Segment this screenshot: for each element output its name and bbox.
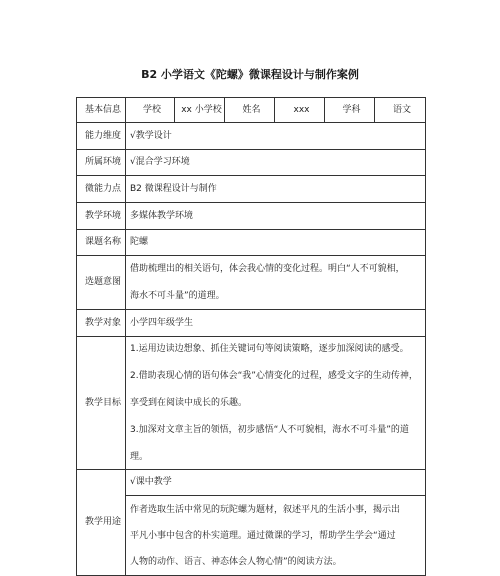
ability-dimension-label: 能力维度: [77, 123, 126, 150]
usage-check: √课中教学: [126, 470, 426, 496]
teaching-env-label: 教学环境: [77, 203, 126, 230]
usage-detail: [126, 496, 426, 576]
usage-check-row: [77, 470, 426, 496]
lesson-name-row: [77, 230, 426, 256]
case-form-table: [76, 97, 426, 576]
goals-row: [77, 337, 426, 470]
audience-row: [77, 310, 426, 337]
school-label: 学校: [126, 98, 175, 123]
goals-label: 教学目标: [77, 337, 126, 470]
audience-value: 小学四年级学生: [126, 310, 426, 337]
ability-dimension-value: √教学设计: [126, 123, 426, 150]
goal-2-line: 2.借助表现心情的语句体会“我”心情变化的过程，感受文字的生动传神，: [130, 370, 418, 381]
subject-label: 学科: [325, 98, 375, 123]
environment-value: √混合学习环境: [126, 150, 426, 176]
basic-info-row: [77, 98, 426, 123]
ability-dimension-row: [77, 123, 426, 150]
intent-row: [77, 256, 426, 310]
micro-ability-row: [77, 176, 426, 203]
usage-line: 平凡小事中包含的朴实道理。通过微课的学习，帮助学生学会“通过: [130, 531, 396, 541]
usage-detail-row: [77, 496, 426, 576]
environment-row: [77, 150, 426, 176]
micro-ability-value: B2 微课程设计与制作: [126, 176, 426, 203]
name-label: 姓名: [225, 98, 275, 123]
goal-1: 1.运用边读边想象、抓住关键词句等阅读策略，逐步加深阅读的感受。: [130, 343, 409, 354]
usage-label: 教学用途: [77, 470, 126, 576]
goals-value: [126, 337, 426, 470]
intent-value: [126, 256, 426, 310]
usage-line: 人物的动作、语言、神态体会人物心情”的阅读方法。: [130, 557, 342, 567]
usage-line: 作者选取生活中常见的玩陀螺为题材，叙述平凡的生活小事，揭示出: [130, 505, 401, 515]
teaching-env-value: 多媒体教学环境: [126, 203, 426, 230]
school-value: xx 小学校: [175, 98, 225, 123]
basic-info-label: 基本信息: [77, 98, 126, 123]
intent-label: 选题意图: [77, 256, 126, 310]
lesson-name-label: 课题名称: [77, 230, 126, 256]
goal-2-line: 享受到在阅读中成长的乐趣。: [130, 397, 248, 408]
audience-label: 教学对象: [77, 310, 126, 337]
environment-label: 所属环境: [77, 150, 126, 176]
page-title: B2 小学语文《陀螺》微课程设计与制作案例: [141, 68, 359, 81]
goal-3-line: 3.加深对文章主旨的领悟，初步感悟“人不可貌相，海水不可斗量”的道: [130, 424, 409, 435]
subject-value: 语文: [375, 98, 426, 123]
teaching-env-row: [77, 203, 426, 230]
name-value: xxx: [275, 98, 325, 123]
lesson-name-value: 陀螺: [126, 230, 426, 256]
intent-line: 借助梳理出的相关语句，体会我心情的变化过程。明白“人不可貌相，: [130, 263, 405, 274]
goal-3-line: 理。: [130, 451, 149, 462]
micro-ability-label: 微能力点: [77, 176, 126, 203]
intent-line: 海水不可斗量”的道理。: [130, 290, 225, 301]
